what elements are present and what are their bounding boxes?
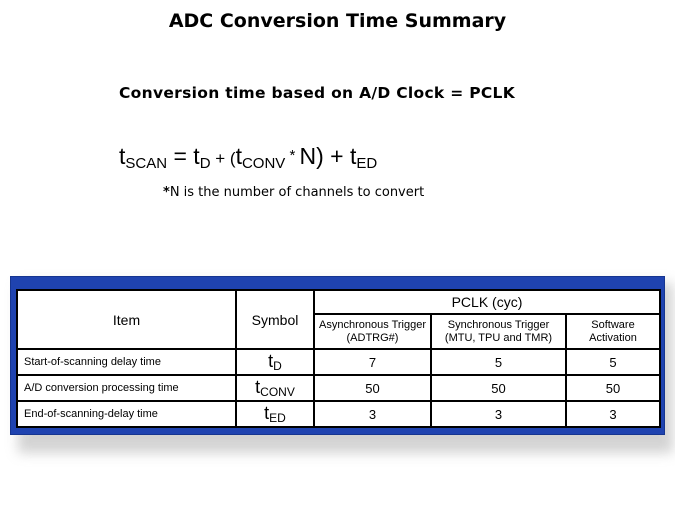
formula-plus-1: + (210, 149, 230, 168)
header-symbol: Symbol (236, 290, 314, 349)
row-symbol: $t_{CONV}$ (236, 375, 314, 401)
formula-t-d: t (193, 143, 200, 169)
row-value-async: 7 (314, 349, 431, 375)
footnote-text: N is the number of channels to convert (169, 185, 425, 200)
formula-equals: = (167, 143, 194, 169)
header-item: Item (17, 290, 236, 349)
table-row (17, 349, 660, 375)
row-value-async: 3 (314, 401, 431, 427)
conversion-time-formula (119, 143, 377, 172)
row-value-sync: 50 (431, 375, 566, 401)
formula-ed-subscript: ED (356, 155, 378, 172)
formula-d-subscript: D (199, 155, 211, 172)
header-software-activation: Software Activation (566, 314, 660, 349)
header-pclk: PCLK (cyc) (314, 290, 660, 314)
row-value-sync: 3 (431, 401, 566, 427)
header-async-trigger: Asynchronous Trigger (ADTRG#) (314, 314, 431, 349)
formula-conv-subscript: CONV (241, 155, 286, 172)
row-item-label: End-of-scanning-delay time (17, 401, 236, 427)
conversion-time-table (16, 289, 661, 428)
row-item-label: Start-of-scanning delay time (17, 349, 236, 375)
formula-t-ed: t (350, 143, 357, 169)
row-value-software: 50 (566, 375, 660, 401)
formula-open-paren: ( (229, 149, 236, 168)
formula-t-scan: t (119, 143, 126, 169)
footnote (163, 185, 424, 200)
row-value-software: 3 (566, 401, 660, 427)
formula-scan-subscript: SCAN (125, 155, 168, 172)
subtitle: Conversion time based on A/D Clock = PCLK (119, 84, 516, 102)
formula-n: N) (299, 143, 324, 169)
row-value-async: 50 (314, 375, 431, 401)
table-row (17, 401, 660, 427)
footnote-star: * (163, 185, 170, 200)
row-symbol: $t_D$ (236, 349, 314, 375)
table-row (17, 375, 660, 401)
row-symbol: $t_{ED}$ (236, 401, 314, 427)
row-value-software: 5 (566, 349, 660, 375)
header-sync-trigger: Synchronous Trigger (MTU, TPU and TMR) (431, 314, 566, 349)
formula-t-conv: t (235, 143, 242, 169)
page-title: ADC Conversion Time Summary (168, 10, 507, 32)
formula-times: * (285, 147, 300, 164)
row-item-label: A/D conversion processing time (17, 375, 236, 401)
row-value-sync: 5 (431, 349, 566, 375)
formula-plus-2: + (323, 143, 350, 169)
